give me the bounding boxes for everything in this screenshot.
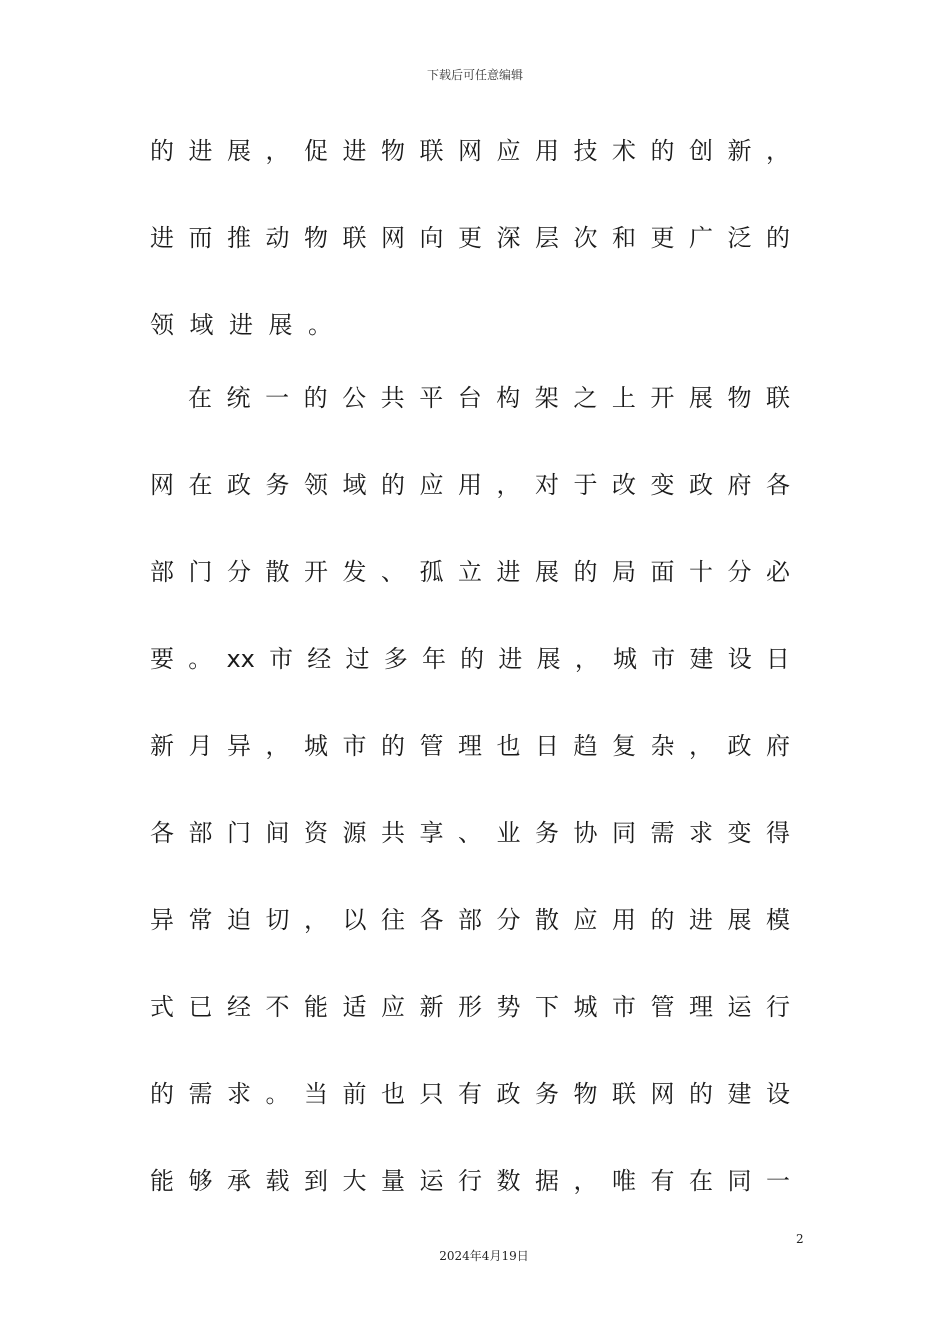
- text-line: 异 常 迫 切 ， 以 往 各 部 分 散 应 用 的 进 展 模: [150, 906, 790, 934]
- text-line: 部 门 分 散 开 发 、 孤 立 进 展 的 局 面 十 分 必: [150, 558, 790, 586]
- page-number: 2: [796, 1232, 804, 1246]
- text-line: 新 月 异 ， 城 市 的 管 理 也 日 趋 复 杂 ， 政 府: [150, 732, 790, 760]
- text-line: 式 已 经 不 能 适 应 新 形 势 下 城 市 管 理 运 行: [150, 993, 790, 1021]
- text-line: 能 够 承 载 到 大 量 运 行 数 据 ， 唯 有 在 同 一: [150, 1167, 790, 1195]
- text-line: 各 部 门 间 资 源 共 享 、 业 务 协 同 需 求 变 得: [150, 819, 790, 847]
- page-header: 下载后可任意编辑: [426, 68, 523, 82]
- text-line: 领 域 进 展 。: [150, 311, 332, 339]
- page-footer-date: 2024年4月19日: [439, 1249, 529, 1263]
- text-line: 的 需 求 。 当 前 也 只 有 政 务 物 联 网 的 建 设: [150, 1080, 790, 1108]
- text-line: 的 进 展 ， 促 进 物 联 网 应 用 技 术 的 创 新 ，: [150, 137, 790, 165]
- paragraph-first-line: 在 统 一 的 公 共 平 台 构 架 之 上 开 展 物 联: [188, 384, 790, 412]
- text-line: 要 。 xx 市 经 过 多 年 的 进 展 ， 城 市 建 设 日: [150, 645, 790, 673]
- text-line: 进 而 推 动 物 联 网 向 更 深 层 次 和 更 广 泛 的: [150, 224, 790, 252]
- text-line: 网 在 政 务 领 域 的 应 用 ， 对 于 改 变 政 府 各: [150, 471, 790, 499]
